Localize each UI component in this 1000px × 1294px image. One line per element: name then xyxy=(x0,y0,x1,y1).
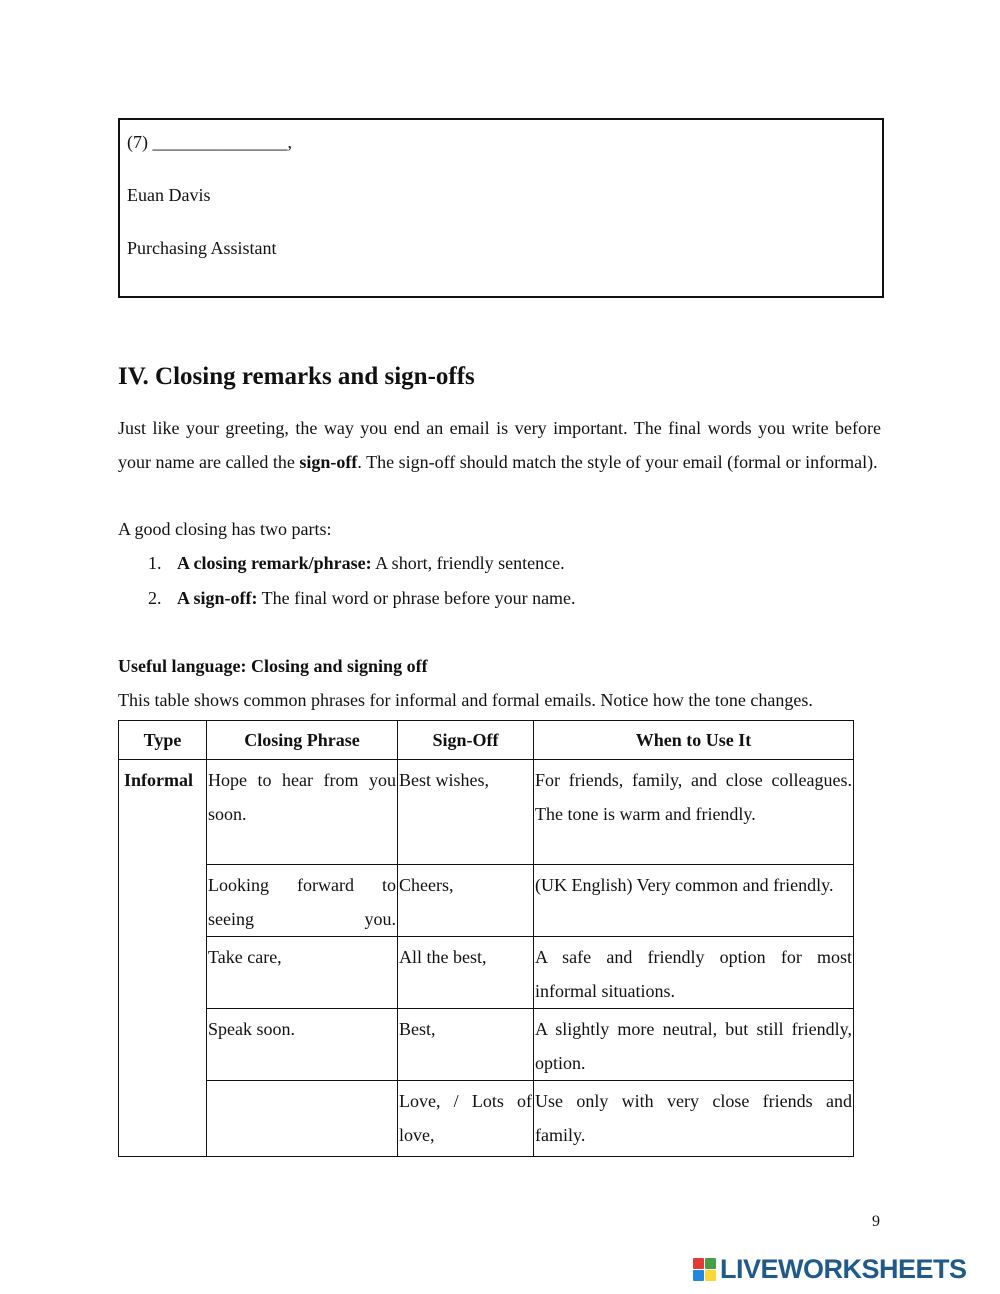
signoff-cell: Love, / Lots of love, xyxy=(398,1081,534,1157)
table-header-row xyxy=(119,721,854,760)
letter-signoff-box xyxy=(118,118,884,298)
logo-grid-icon xyxy=(693,1258,716,1281)
intro-paragraph xyxy=(118,411,881,479)
phrase-cell: Take care, xyxy=(207,937,398,1009)
header-closing-phrase: Closing Phrase xyxy=(207,721,398,760)
type-cell-informal: Informal xyxy=(119,760,207,1157)
signoff-cell: Best wishes, xyxy=(398,760,534,865)
blank-signoff-line: (7) _______________, xyxy=(127,132,292,152)
list-item-bold: A sign-off: xyxy=(177,588,258,608)
logo-square-icon xyxy=(693,1270,704,1281)
phrase-cell: Speak soon. xyxy=(207,1009,398,1081)
header-when-to-use: When to Use It xyxy=(534,721,854,760)
logo-square-icon xyxy=(705,1270,716,1281)
header-type: Type xyxy=(119,721,207,760)
phrase-cell: Hope to hear from you soon. xyxy=(207,760,398,865)
when-cell: A safe and friendly option for most informal situations. xyxy=(534,937,854,1009)
list-item xyxy=(148,551,565,575)
table-row xyxy=(119,937,854,1009)
useful-language-heading: Useful language: Closing and signing off xyxy=(118,656,428,676)
signoff-cell: All the best, xyxy=(398,937,534,1009)
logo-text: LIVEWORKSHEETS xyxy=(720,1253,967,1284)
table-row xyxy=(119,1081,854,1157)
table-row xyxy=(119,1009,854,1081)
phrase-cell: Looking forward to seeing you. xyxy=(207,865,398,937)
list-number: 1. xyxy=(148,553,162,573)
logo-square-icon xyxy=(705,1258,716,1269)
list-number: 2. xyxy=(148,588,162,608)
section-heading: IV. Closing remarks and sign-offs xyxy=(118,363,475,390)
signoff-cell: Best, xyxy=(398,1009,534,1081)
closing-phrases-table xyxy=(118,720,854,1157)
useful-language-description: This table shows common phrases for informal and formal emails. Notice how the tone changes. xyxy=(118,690,813,710)
when-cell: (UK English) Very common and friendly. xyxy=(534,865,854,937)
list-item-bold: A closing remark/phrase: xyxy=(177,553,372,573)
phrase-cell xyxy=(207,1081,398,1157)
page-number: 9 xyxy=(872,1213,880,1230)
header-sign-off: Sign-Off xyxy=(398,721,534,760)
logo-square-icon xyxy=(693,1258,704,1269)
intro-text-end: . The sign-off should match the style of your email (formal or informal). xyxy=(357,452,878,472)
liveworksheets-logo xyxy=(693,1254,967,1284)
table-row xyxy=(119,865,854,937)
list-item-text: The final word or phrase before your name. xyxy=(257,588,576,608)
when-cell: For friends, family, and close colleagues. The tone is warm and friendly. xyxy=(534,760,854,865)
intro-text-start: Just like your greeting, the way you end an email is very important. The final words you write before your name are called the xyxy=(118,418,881,472)
when-cell: Use only with very close friends and family. xyxy=(534,1081,854,1157)
when-cell: A slightly more neutral, but still friendly, option. xyxy=(534,1009,854,1081)
parts-intro: A good closing has two parts: xyxy=(118,519,332,539)
list-item xyxy=(148,586,576,610)
sender-name: Euan Davis xyxy=(127,185,211,205)
signoff-cell: Cheers, xyxy=(398,865,534,937)
intro-bold-signoff: sign-off xyxy=(299,452,358,472)
sender-title: Purchasing Assistant xyxy=(127,238,277,258)
list-item-text: A short, friendly sentence. xyxy=(371,553,565,573)
table-row xyxy=(119,760,854,865)
